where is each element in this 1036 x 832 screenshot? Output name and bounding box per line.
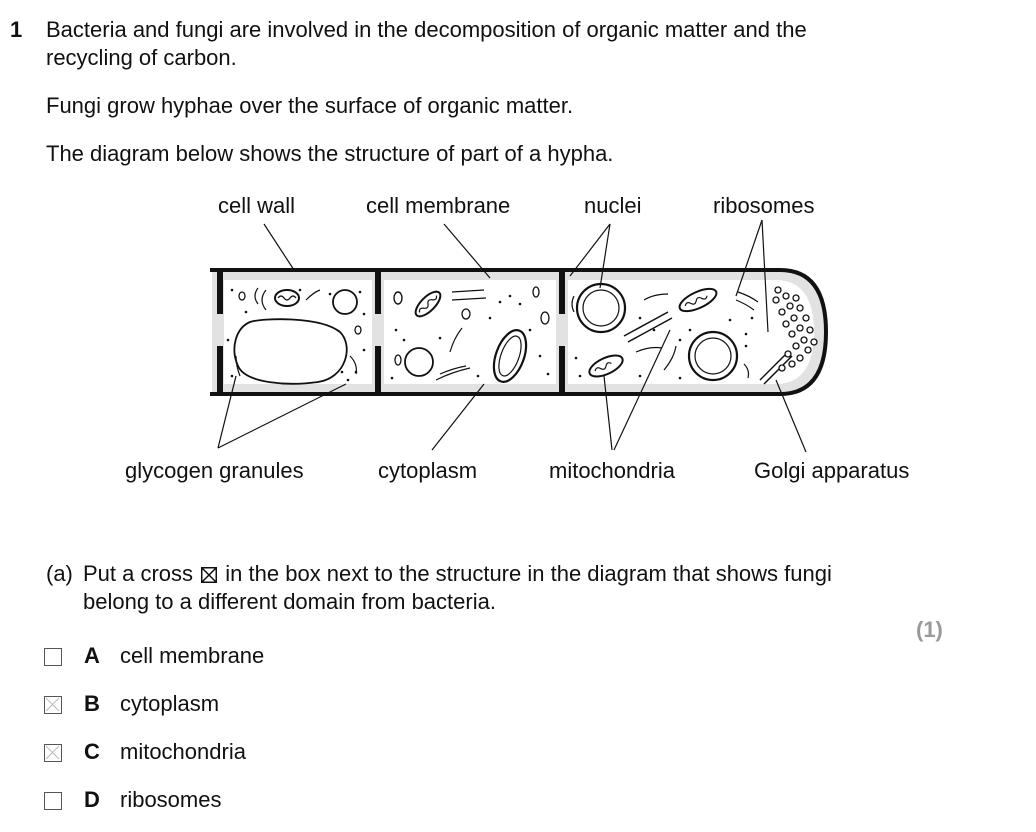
label-golgi-apparatus: Golgi apparatus (754, 458, 910, 483)
option-a-text: cell membrane (120, 643, 265, 668)
marks-indicator: (1) (916, 617, 943, 642)
label-nuclei: nuclei (584, 193, 642, 218)
part-a-line-1-after: in the box next to the structure in the diagram that shows fungi (225, 561, 832, 586)
option-a-checkbox[interactable] (44, 648, 62, 666)
label-glycogen-granules: glycogen granules (125, 458, 304, 483)
label-ribosomes: ribosomes (713, 193, 815, 218)
paragraph-diagram-intro: The diagram below shows the structure of part of a hypha. (46, 141, 614, 166)
paragraph-fungi-hyphae: Fungi grow hyphae over the surface of organic matter. (46, 93, 574, 118)
question-number: 1 (10, 17, 23, 42)
intro-line-1: Bacteria and fungi are involved in the decomposition of organic matter and the (46, 17, 807, 42)
part-a-label: (a) (46, 561, 73, 586)
label-cell-wall: cell wall (218, 193, 296, 218)
option-c-text: mitochondria (120, 739, 246, 764)
label-cell-membrane: cell membrane (366, 193, 511, 218)
option-d-letter: D (84, 787, 100, 812)
intro-line-2: recycling of carbon. (46, 45, 237, 70)
option-a-letter: A (84, 643, 100, 668)
part-a-line-1 (83, 560, 832, 588)
part-a-line-2: belong to a different domain from bacteria. (83, 589, 496, 614)
option-c-checkbox[interactable] (44, 744, 62, 762)
option-b-text: cytoplasm (120, 691, 220, 716)
crossed-box-icon (201, 562, 217, 578)
option-b-checkbox[interactable] (44, 696, 62, 714)
label-mitochondria: mitochondria (549, 458, 675, 483)
option-d-checkbox[interactable] (44, 792, 62, 810)
option-d-text: ribosomes (120, 787, 222, 812)
option-b-letter: B (84, 691, 100, 716)
label-cytoplasm: cytoplasm (378, 458, 478, 483)
option-c-letter: C (84, 739, 100, 764)
part-a-line-1-before: Put a cross (83, 561, 194, 586)
